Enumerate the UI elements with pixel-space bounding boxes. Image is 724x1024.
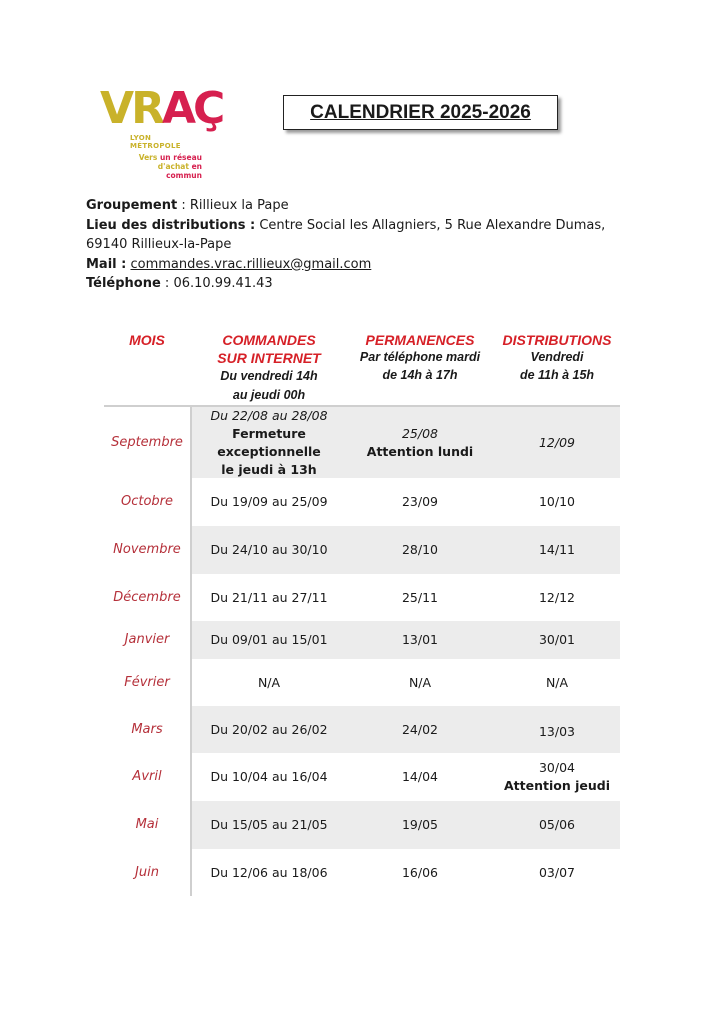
distributions-cell: 14/11: [538, 542, 576, 557]
groupement-line: Groupement : Rillieux la Pape: [86, 198, 289, 213]
month-label: Avril: [132, 769, 162, 784]
month-label: Mars: [131, 721, 163, 737]
mail-line: Mail : commandes.vrac.rillieux@gmail.com: [86, 256, 372, 272]
permanences-cell: 16/06: [401, 864, 439, 880]
permanences-cell: 25/11: [401, 589, 439, 605]
commandes-cell: N/A: [257, 674, 281, 690]
table-row: [104, 753, 620, 801]
distributions-cell: 12/12: [538, 589, 576, 605]
telephone-line: Téléphone : 06.10.99.41.43: [86, 276, 273, 291]
table-row: [104, 526, 620, 574]
distributions-cell: 05/06: [538, 817, 576, 832]
commandes-cell: Du 19/09 au 25/09: [210, 494, 328, 509]
contact-info: [86, 196, 626, 294]
permanences-cell: 25/08 Attention lundi: [366, 425, 474, 459]
table-row: [104, 801, 620, 849]
table-row: [104, 706, 620, 753]
permanences-cell: 19/05: [401, 817, 439, 832]
permanences-cell: 14/04: [401, 769, 439, 784]
table-row: [104, 849, 620, 896]
distributions-cell: 10/10: [538, 494, 576, 509]
header-mois: MOIS: [129, 332, 165, 348]
commandes-cell: Du 15/05 au 21/05: [210, 817, 328, 832]
permanences-cell: 13/01: [401, 632, 439, 647]
commandes-cell: Du 10/04 au 16/04: [210, 769, 328, 784]
logo-tagline: Vers un réseau d'achat en commun: [138, 153, 202, 180]
commandes-cell: Du 22/08 au 28/08 Fermeture exceptionnelle le jeudi à 13h: [210, 407, 328, 477]
permanences-cell: N/A: [408, 674, 432, 690]
page-title: CALENDRIER 2025-2026: [310, 101, 531, 123]
commandes-cell: Du 09/01 au 15/01: [210, 632, 328, 647]
distributions-cell: 30/04 Attention jeudi: [504, 760, 610, 793]
table-row: [104, 659, 620, 706]
permanences-cell: 23/09: [401, 494, 439, 509]
page-title-box: [283, 95, 558, 130]
logo-subtitle: LYON MÉTROPOLE: [130, 134, 181, 150]
table-row: [104, 574, 620, 621]
month-label: Janvier: [124, 632, 170, 647]
month-label: Décembre: [113, 589, 181, 605]
header-commandes: COMMANDES SUR INTERNET Du vendredi 14h au jeudi 00h: [217, 332, 321, 402]
table-row: [104, 621, 620, 659]
column-divider: [190, 407, 192, 896]
commandes-cell: Du 21/11 au 27/11: [210, 589, 328, 605]
distributions-cell: N/A: [545, 674, 569, 690]
month-label: Mai: [135, 817, 159, 832]
distributions-cell: 12/09: [538, 434, 576, 450]
header-distributions: DISTRIBUTIONS Vendredi de 11h à 15h: [502, 332, 612, 382]
lieu-line: Lieu des distributions : Centre Social les Allagniers, 5 Rue Alexandre Dumas, 69140 Rillieux-la-Pape: [86, 217, 606, 252]
month-label: Novembre: [113, 542, 181, 557]
email-link[interactable]: commandes.vrac.rillieux@gmail.com: [130, 256, 372, 272]
month-label: Février: [124, 674, 170, 690]
distributions-cell: 03/07: [538, 864, 576, 880]
permanences-cell: 28/10: [401, 542, 439, 557]
vrac-logo: [100, 83, 223, 186]
table-row: [104, 478, 620, 526]
month-label: Octobre: [120, 494, 174, 509]
distributions-cell: 13/03: [538, 723, 576, 739]
logo-wordmark: VRAÇ: [100, 83, 223, 134]
table-row: [104, 407, 620, 478]
month-label: Juin: [135, 864, 159, 880]
commandes-cell: Du 12/06 au 18/06: [210, 864, 328, 880]
permanences-cell: 24/02: [401, 721, 439, 737]
month-label: Septembre: [111, 434, 183, 450]
commandes-cell: Du 24/10 au 30/10: [210, 542, 328, 557]
distributions-cell: 30/01: [538, 632, 576, 647]
header-permanences: PERMANENCES Par téléphone mardi de 14h à 17h: [359, 332, 481, 382]
commandes-cell: Du 20/02 au 26/02: [210, 721, 328, 737]
